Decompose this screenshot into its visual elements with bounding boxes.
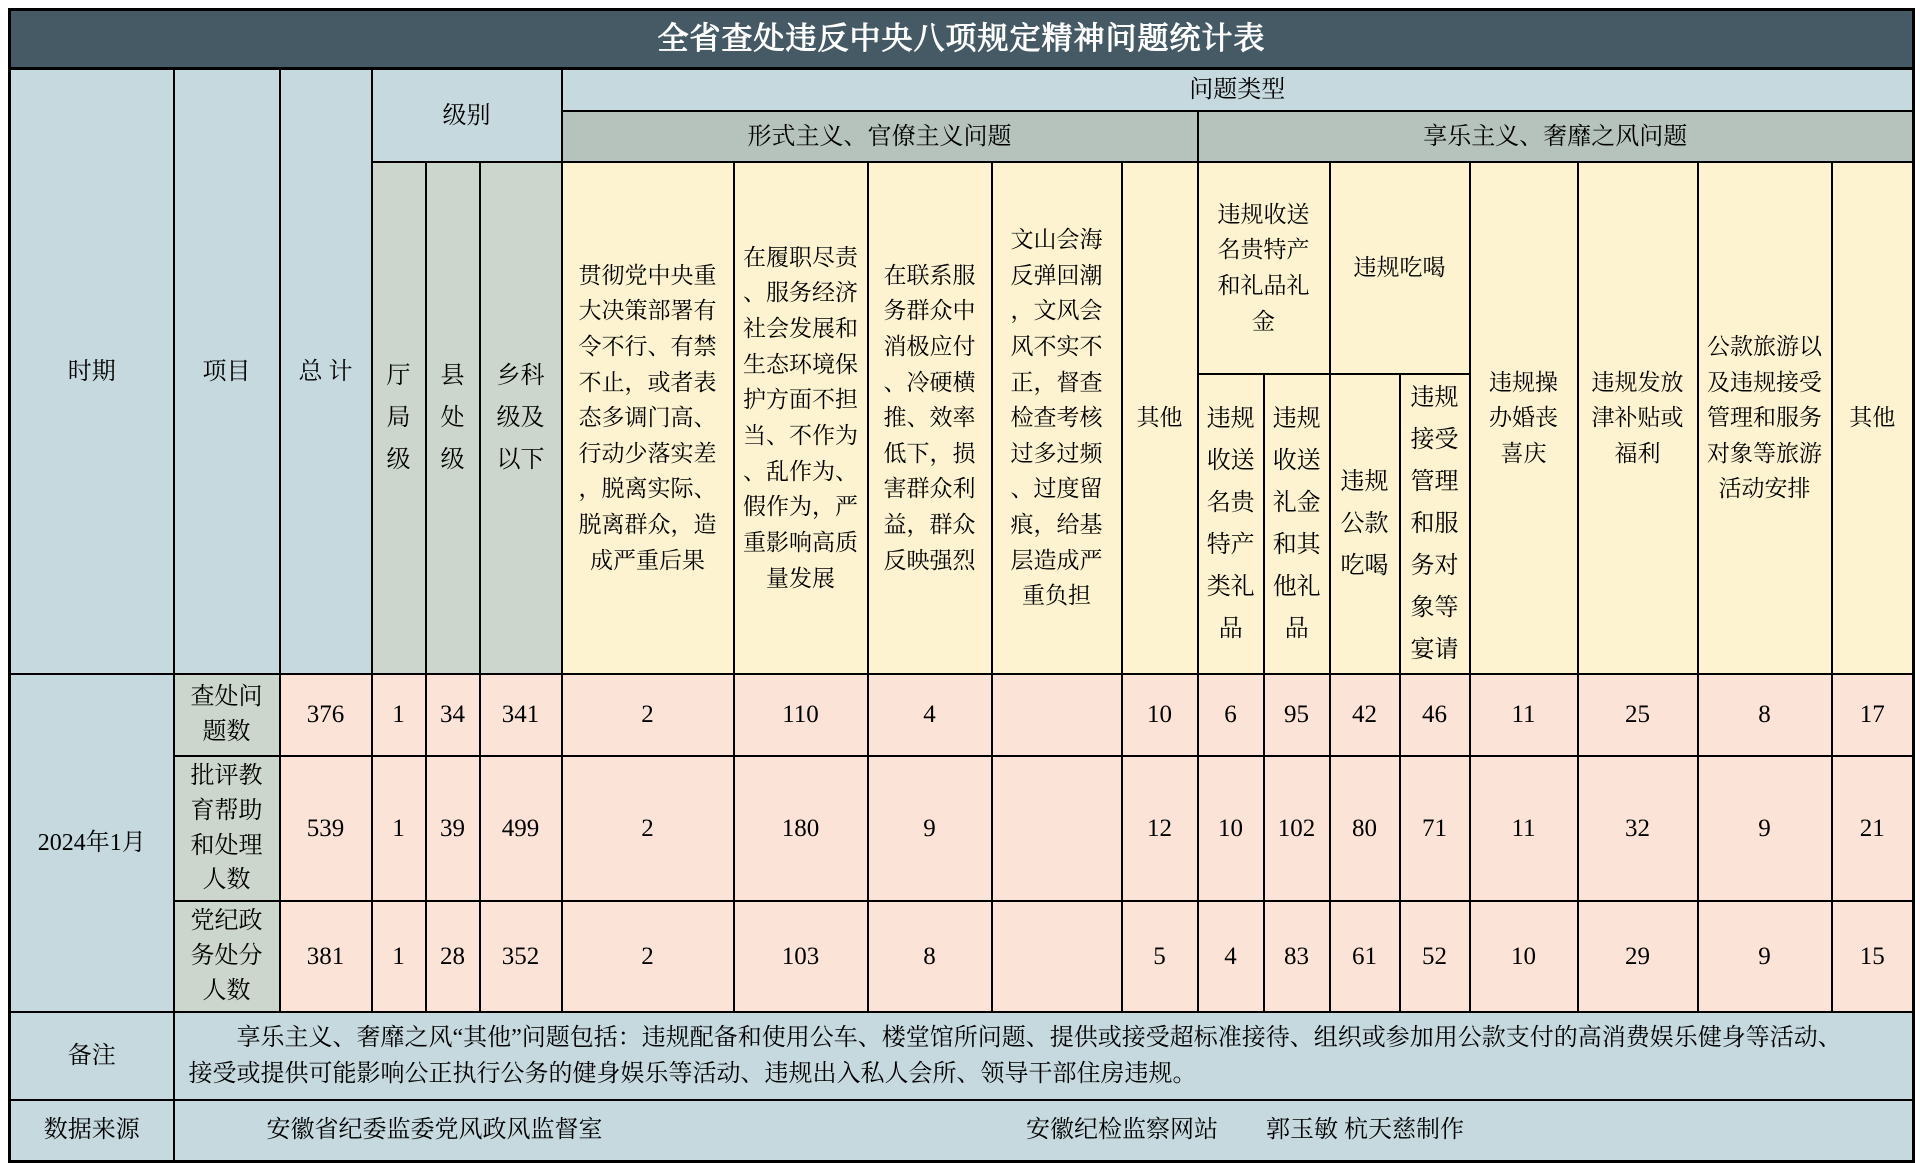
source-credit: 安徽纪检监察网站 郭玉敏 杭天慈制作 <box>1026 1117 1465 1144</box>
header-weddings-funerals: 违规操办婚丧喜庆 <box>1470 162 1578 674</box>
source-label: 数据来源 <box>10 1100 174 1162</box>
data-row-problems <box>10 674 1914 756</box>
header-formalism-col-1: 贯彻党中央重大决策部署有令不行、有禁不止，或者表态多调门高、行动少落实差，脱离实际、脱离群众，造成严重后果 <box>562 162 734 674</box>
data-cell: 10 <box>1470 901 1578 1012</box>
header-level-county: 县处级 <box>426 162 480 674</box>
data-cell: 46 <box>1400 674 1470 756</box>
data-cell: 2 <box>562 674 734 756</box>
data-cell: 5 <box>1122 901 1198 1012</box>
header-allowances: 违规发放津补贴或福利 <box>1578 162 1698 674</box>
data-cell: 61 <box>1330 901 1400 1012</box>
data-cell: 376 <box>280 674 372 756</box>
data-cell: 95 <box>1264 674 1330 756</box>
data-cell: 9 <box>1698 756 1832 901</box>
data-cell: 10 <box>1198 756 1264 901</box>
header-total: 总 计 <box>280 69 372 675</box>
data-cell: 71 <box>1400 756 1470 901</box>
data-cell: 1 <box>372 756 426 901</box>
period-value: 2024年1月 <box>10 674 174 1012</box>
header-gifts-cash: 违规收送礼金和其他礼品 <box>1264 374 1330 674</box>
row-label: 党纪政务处分人数 <box>174 901 280 1012</box>
header-public-travel: 公款旅游以及违规接受管理和服务对象等旅游活动安排 <box>1698 162 1832 674</box>
data-cell: 1 <box>372 901 426 1012</box>
data-cell: 110 <box>734 674 868 756</box>
data-cell: 39 <box>426 756 480 901</box>
source-org: 安徽省纪委监委党风政风监督室 <box>266 1117 603 1144</box>
data-cell: 21 <box>1832 756 1914 901</box>
data-cell: 103 <box>734 901 868 1012</box>
header-row-1 <box>10 69 1914 112</box>
remark-line-1: 享乐主义、奢靡之风“其他”问题包括：违规配备和使用公车、楼堂馆所问题、提供或接受超标准接待、组织或参加用公款支付的高消费娱乐健身等活动、 <box>236 1024 1842 1051</box>
data-row-discipline <box>10 901 1914 1012</box>
header-formalism-col-2: 在履职尽责、服务经济社会发展和生态环境保护方面不担当、不作为、乱作为、假作为，严重影响高质量发展 <box>734 162 868 674</box>
data-cell: 12 <box>1122 756 1198 901</box>
data-row-criticism <box>10 756 1914 901</box>
header-item: 项目 <box>174 69 280 675</box>
data-cell: 9 <box>868 756 992 901</box>
source-row <box>10 1100 1914 1162</box>
data-cell: 1 <box>372 674 426 756</box>
row-label: 批评教育帮助和处理人数 <box>174 756 280 901</box>
row-label: 查处问题数 <box>174 674 280 756</box>
remark-content <box>174 1012 1914 1100</box>
data-cell: 28 <box>426 901 480 1012</box>
header-level-group: 级别 <box>372 69 562 163</box>
data-cell: 83 <box>1264 901 1330 1012</box>
remark-label: 备注 <box>10 1012 174 1100</box>
data-cell <box>992 674 1122 756</box>
header-hedonism-group: 享乐主义、奢靡之风问题 <box>1198 111 1914 162</box>
data-cell: 4 <box>1198 901 1264 1012</box>
data-cell: 11 <box>1470 674 1578 756</box>
data-cell: 499 <box>480 756 562 901</box>
header-dining-public-funds: 违规公款吃喝 <box>1330 374 1400 674</box>
data-cell: 2 <box>562 901 734 1012</box>
header-formalism-col-3: 在联系服务群众中消极应付、冷硬横推、效率低下，损害群众利益，群众反映强烈 <box>868 162 992 674</box>
data-cell: 8 <box>868 901 992 1012</box>
header-formalism-other: 其他 <box>1122 162 1198 674</box>
remark-row <box>10 1012 1914 1100</box>
header-dining-banquets: 违规接受管理和服务对象等宴请 <box>1400 374 1470 674</box>
data-cell: 42 <box>1330 674 1400 756</box>
data-cell: 52 <box>1400 901 1470 1012</box>
data-cell: 34 <box>426 674 480 756</box>
header-hedonism-other: 其他 <box>1832 162 1914 674</box>
data-cell: 539 <box>280 756 372 901</box>
data-cell <box>992 756 1122 901</box>
header-level-township: 乡科级及以下 <box>480 162 562 674</box>
data-cell: 10 <box>1122 674 1198 756</box>
data-cell: 29 <box>1578 901 1698 1012</box>
data-cell: 2 <box>562 756 734 901</box>
header-gifts-specialty: 违规收送名贵特产类礼品 <box>1198 374 1264 674</box>
page-title: 全省查处违反中央八项规定精神问题统计表 <box>10 10 1914 69</box>
data-cell: 17 <box>1832 674 1914 756</box>
statistics-table <box>8 8 1915 1163</box>
data-cell: 381 <box>280 901 372 1012</box>
data-cell: 341 <box>480 674 562 756</box>
title-row <box>10 10 1914 69</box>
remark-line-2: 接受或提供可能影响公正执行公务的健身娱乐等活动、违规出入私人会所、领导干部住房违规。 <box>188 1060 1197 1087</box>
data-cell: 80 <box>1330 756 1400 901</box>
header-problem-type: 问题类型 <box>562 69 1914 112</box>
data-cell: 180 <box>734 756 868 901</box>
data-cell: 11 <box>1470 756 1578 901</box>
header-period: 时期 <box>10 69 174 675</box>
data-cell: 25 <box>1578 674 1698 756</box>
data-cell: 9 <box>1698 901 1832 1012</box>
header-formalism-col-4: 文山会海反弹回潮，文风会风不实不正，督查检查考核过多过频、过度留痕，给基层造成严重负担 <box>992 162 1122 674</box>
data-cell: 8 <box>1698 674 1832 756</box>
data-cell: 15 <box>1832 901 1914 1012</box>
source-content <box>174 1100 1914 1162</box>
data-cell: 102 <box>1264 756 1330 901</box>
data-cell: 32 <box>1578 756 1698 901</box>
header-gifts-group: 违规收送名贵特产和礼品礼金 <box>1198 162 1330 374</box>
header-level-dept: 厅局级 <box>372 162 426 674</box>
header-formalism-group: 形式主义、官僚主义问题 <box>562 111 1198 162</box>
data-cell: 6 <box>1198 674 1264 756</box>
data-cell <box>992 901 1122 1012</box>
header-dining-group: 违规吃喝 <box>1330 162 1470 374</box>
data-cell: 352 <box>480 901 562 1012</box>
data-cell: 4 <box>868 674 992 756</box>
